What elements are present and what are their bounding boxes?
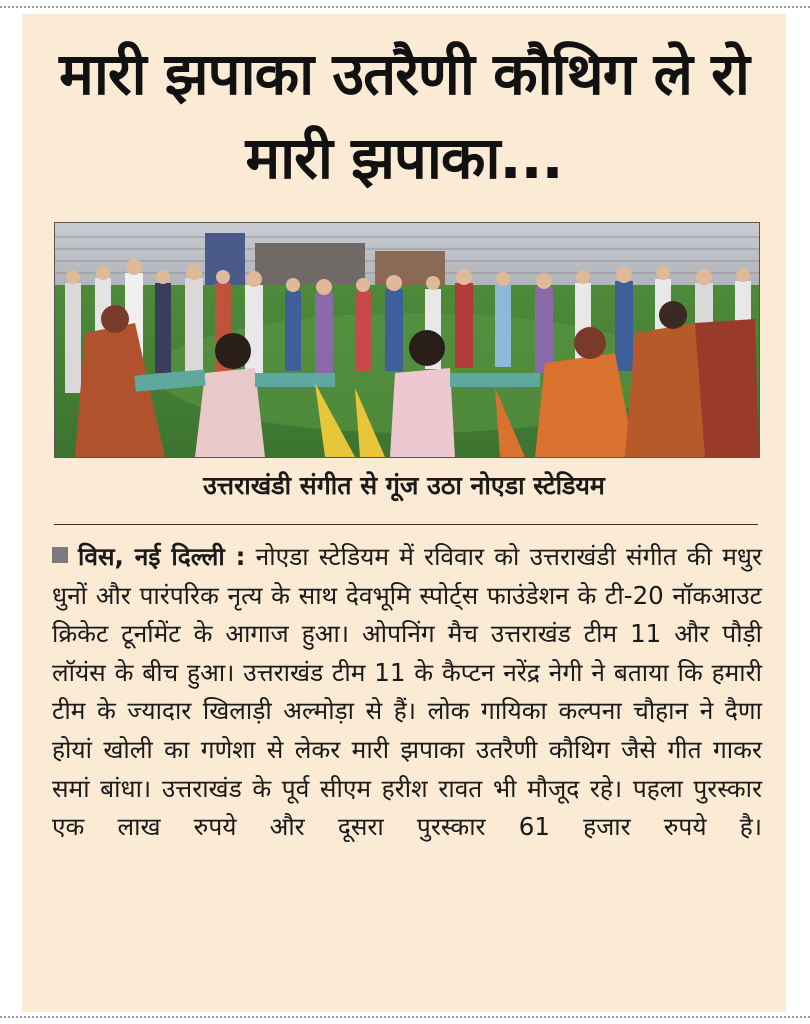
dateline: विस, नई दिल्ली : [78,542,246,571]
news-photo [54,222,760,458]
clipping-top-border [0,6,810,8]
clipping-bottom-border [0,1016,810,1018]
article-body-text: नोएडा स्टेडियम में रविवार को उत्तराखंडी संगीत की मधुर धुनों और पारंपरिक नृत्य के साथ देवभूमि स्पोर्ट्स फाउंडेशन के टी-20 नॉकआउट क्रिकेट टूर्नामेंट के आगाज हुआ। ओपनिंग मैच उत्तराखंड टीम 11 और पौड़ी लॉयंस के बीच हुआ। उत्तराखंड टीम 11 के कैप्टन नरेंद्र नेगी ने बताया कि हमारी टीम के ज्यादार खिलाड़ी अल्मोड़ा से हैं। लोक गायिका कल्पना चौहान ने दैणा होयां खोली का गणेशा से लेकर मारी झपाका उतरैणी कौथिग जैसे गीत गाकर समां बांधा। उत्तराखंड के पूर्व सीएम हरीश रावत भी मौजूद रहे। पहला पुरस्कार एक लाख रुपये और दूसरा पुरस्कार 61 हजार रुपये है। [52,542,762,842]
newspaper-clipping [22,14,786,1012]
headline: मारी झपाका उतरैणी कौथिग ले रो मारी झपाका... [59,40,749,192]
article-body [52,538,762,847]
bullet-square-icon [52,547,68,563]
caption-divider [54,524,758,525]
dance-photo-illustration [55,223,759,457]
photo-caption: उत्तराखंडी संगीत से गूंज उठा नोएडा स्टेडियम [203,471,605,500]
